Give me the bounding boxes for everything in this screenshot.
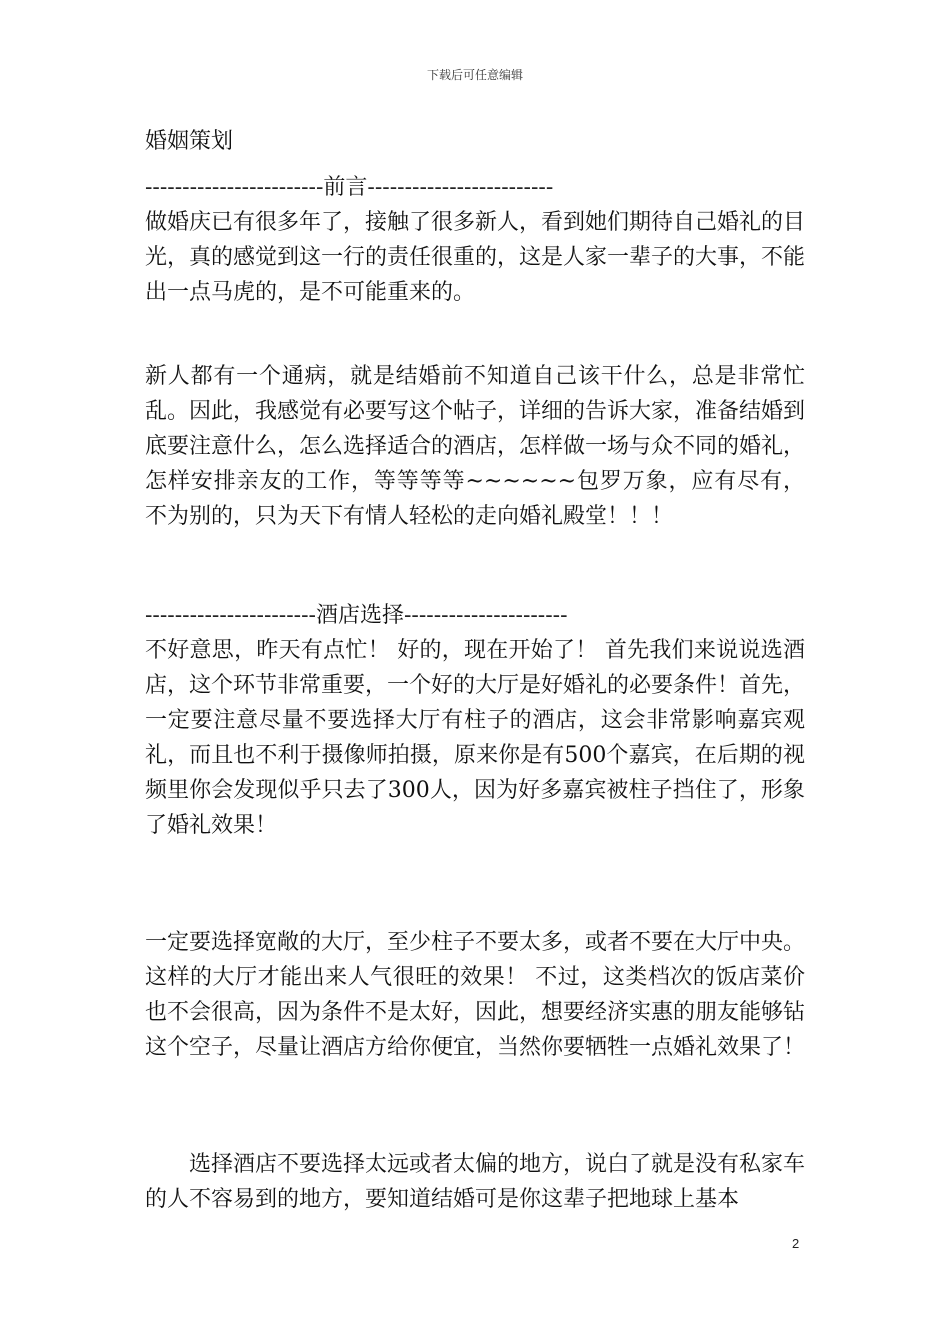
divider-dashes-right: -------------------------	[367, 175, 554, 200]
paragraph: 新人都有一个通病，就是结婚前不知道自己该干什么，总是非常忙乱。因此，我感觉有必要写这个帖子，详细的告诉大家，准备结婚到底要注意什么，怎么选择适合的酒店，怎样做一场与众不同的婚礼，怎样安排亲友的工作，等等等等~~~~~~包罗万象，应有尽有，不为别的，只为天下有情人轻松的走向婚礼殿堂！！！	[145, 364, 806, 529]
page-number: 2	[792, 1236, 800, 1251]
paragraph: 做婚庆已有很多年了，接触了很多新人，看到她们期待自己婚礼的目光，真的感觉到这一行的责任很重的，这是人家一辈子的大事，不能出一点马虎的，是不可能重来的。	[145, 210, 806, 305]
paragraph: 不好意思，昨天有点忙！ 好的，现在开始了！ 首先我们来说说选酒店，这个环节非常重要，一个好的大厅是好婚礼的必要条件！首先，一定要注意尽量不要选择大厅有柱子的酒店，这会非常影响嘉宾观礼，而且也不利于摄像师拍摄，原来你是有500个嘉宾，在后期的视频里你会发现似乎只去了300人，因为好多嘉宾被柱子挡住了，形象了婚礼效果！	[145, 638, 806, 838]
document-title: 婚姻策划	[145, 129, 234, 154]
divider-dashes-right: ----------------------	[404, 603, 568, 628]
document-body	[145, 170, 805, 1217]
section-heading-hotel: 酒店选择	[315, 603, 404, 628]
divider-dashes-left: -----------------------	[145, 603, 316, 628]
section-divider-hotel	[145, 598, 805, 633]
divider-dashes-left: ------------------------	[145, 175, 324, 200]
section-heading-preface: 前言	[323, 175, 368, 200]
section-divider-preface	[145, 170, 805, 205]
paragraph: 选择酒店不要选择太远或者太偏的地方，说白了就是没有私家车的人不容易到的地方，要知道结婚可是你这辈子把地球上基本	[145, 1152, 806, 1212]
paragraph: 一定要选择宽敞的大厅，至少柱子不要太多，或者不要在大厅中央。这样的大厅才能出来人气很旺的效果！ 不过，这类档次的饭店菜价也不会很高，因为条件不是太好，因此，想要经济实惠的朋友能够钻这个空子，尽量让酒店方给你便宜，当然你要牺牲一点婚礼效果了！	[145, 930, 806, 1060]
page-header: 下载后可任意编辑	[426, 68, 523, 82]
